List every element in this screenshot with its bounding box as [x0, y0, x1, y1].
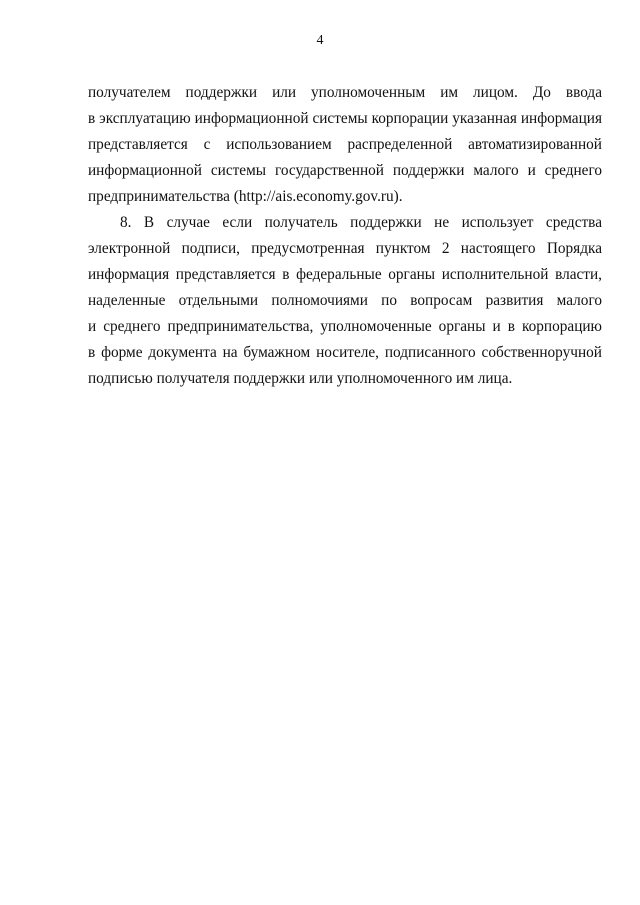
document-body [88, 80, 602, 392]
text-line: получателем поддержки или уполномоченным им лицом. До ввода [88, 84, 602, 101]
text-line: информационной системы государственной поддержки малого и среднего [88, 162, 602, 179]
text-line: информация представляется в федеральные органы исполнительной власти, [88, 266, 602, 283]
paragraph-item-8 [88, 210, 602, 392]
text-line: 8. В случае если получатель поддержки не использует средства [120, 214, 602, 231]
text-line: и среднего предпринимательства, уполномоченные органы и в корпорацию [88, 318, 602, 335]
text-line: электронной подписи, предусмотренная пунктом 2 настоящего Порядка [88, 240, 602, 257]
text-line: подписью получателя поддержки или уполномоченного им лица. [88, 370, 513, 387]
paragraph-continuation [88, 80, 602, 210]
text-line: наделенные отдельными полномочиями по вопросам развития малого [88, 292, 602, 309]
text-line: в эксплуатацию информационной системы корпорации указанная информация [88, 110, 602, 127]
text-line: предпринимательства (http://ais.economy.gov.ru). [88, 188, 403, 205]
text-line: представляется с использованием распределенной автоматизированной [88, 136, 602, 153]
text-line: в форме документа на бумажном носителе, подписанного собственноручной [88, 344, 602, 361]
page-number: 4 [316, 33, 324, 48]
